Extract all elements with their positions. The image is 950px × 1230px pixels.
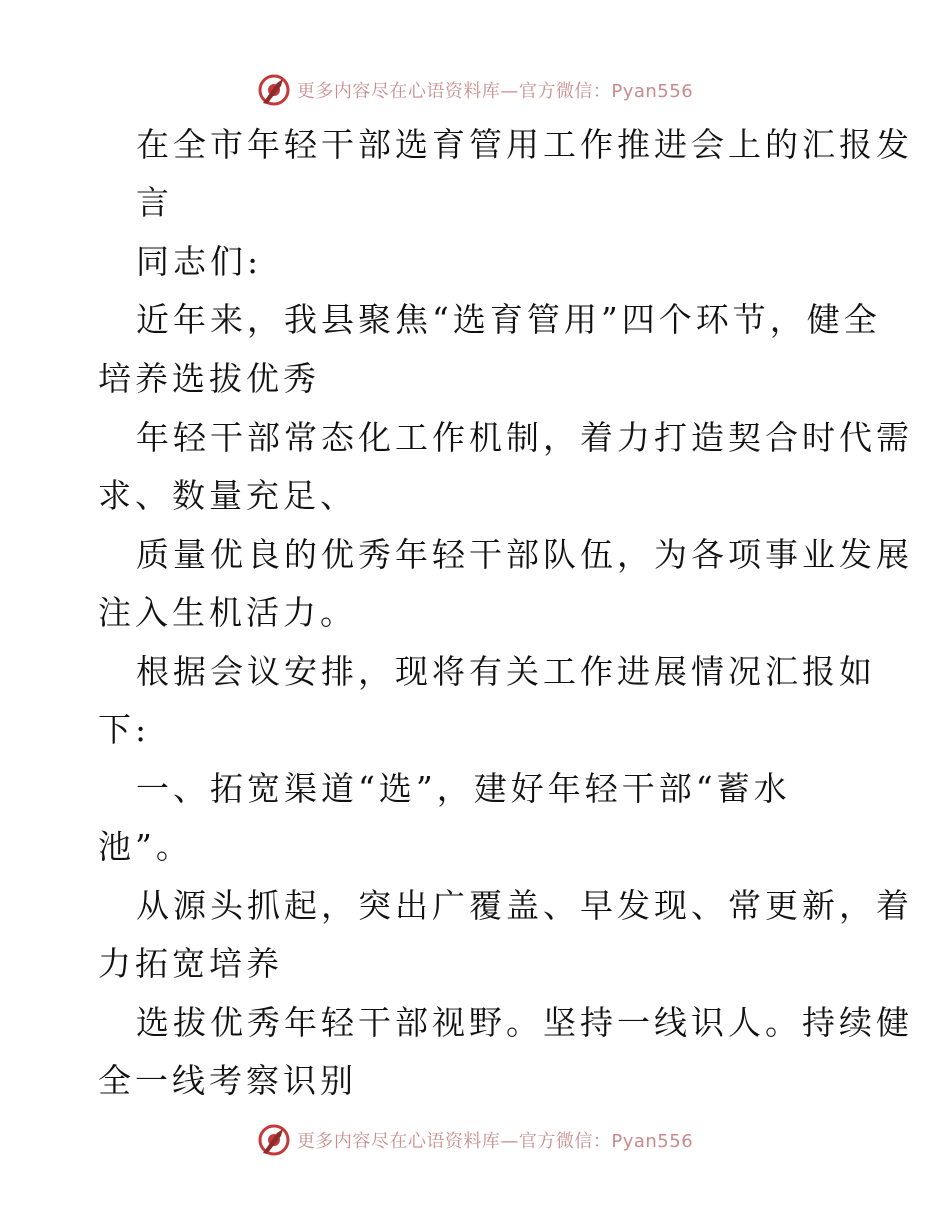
paragraph-line: 力拓宽培养 [98, 944, 283, 983]
paragraph-line: 选拔优秀年轻干部视野。坚持一线识人。持续健 [136, 1003, 913, 1042]
header-banner-text: 更多内容尽在心语资料库—官方微信：Pyan556 [296, 81, 694, 102]
header-banner [0, 70, 950, 110]
footer-banner [0, 1120, 950, 1160]
paragraph-line: 年轻干部常态化工作机制，着力打造契合时代需 [136, 418, 913, 457]
paragraph-line: 全一线考察识别 [98, 1061, 357, 1100]
paragraph-line: 下: [98, 710, 151, 749]
paragraph-line: 近年来，我县聚焦“选育管用”四个环节，健全 [136, 300, 881, 339]
section-heading: 一、拓宽渠道“选”，建好年轻干部“蓄水 [136, 769, 791, 808]
paragraph-line: 注入生机活力。 [98, 593, 357, 632]
footer-banner-text: 更多内容尽在心语资料库—官方微信：Pyan556 [296, 1131, 694, 1152]
paragraph-line: 质量优良的优秀年轻干部队伍，为各项事业发展 [136, 535, 913, 574]
salutation: 同志们: [136, 242, 263, 281]
paragraph-line: 求、数量充足、 [98, 476, 357, 515]
paragraph-line: 培养选拔优秀 [98, 359, 320, 398]
paragraph-line: 根据会议安排，现将有关工作进展情况汇报如 [136, 652, 876, 691]
section-heading: 池”。 [98, 827, 193, 866]
logo-pen-icon [257, 73, 291, 107]
title-line-1: 在全市年轻干部选育管用工作推进会上的汇报发 [136, 125, 913, 164]
logo-pen-icon [257, 1123, 291, 1157]
title-line-2: 言 [136, 183, 173, 222]
paragraph-line: 从源头抓起，突出广覆盖、早发现、常更新，着 [136, 886, 913, 925]
